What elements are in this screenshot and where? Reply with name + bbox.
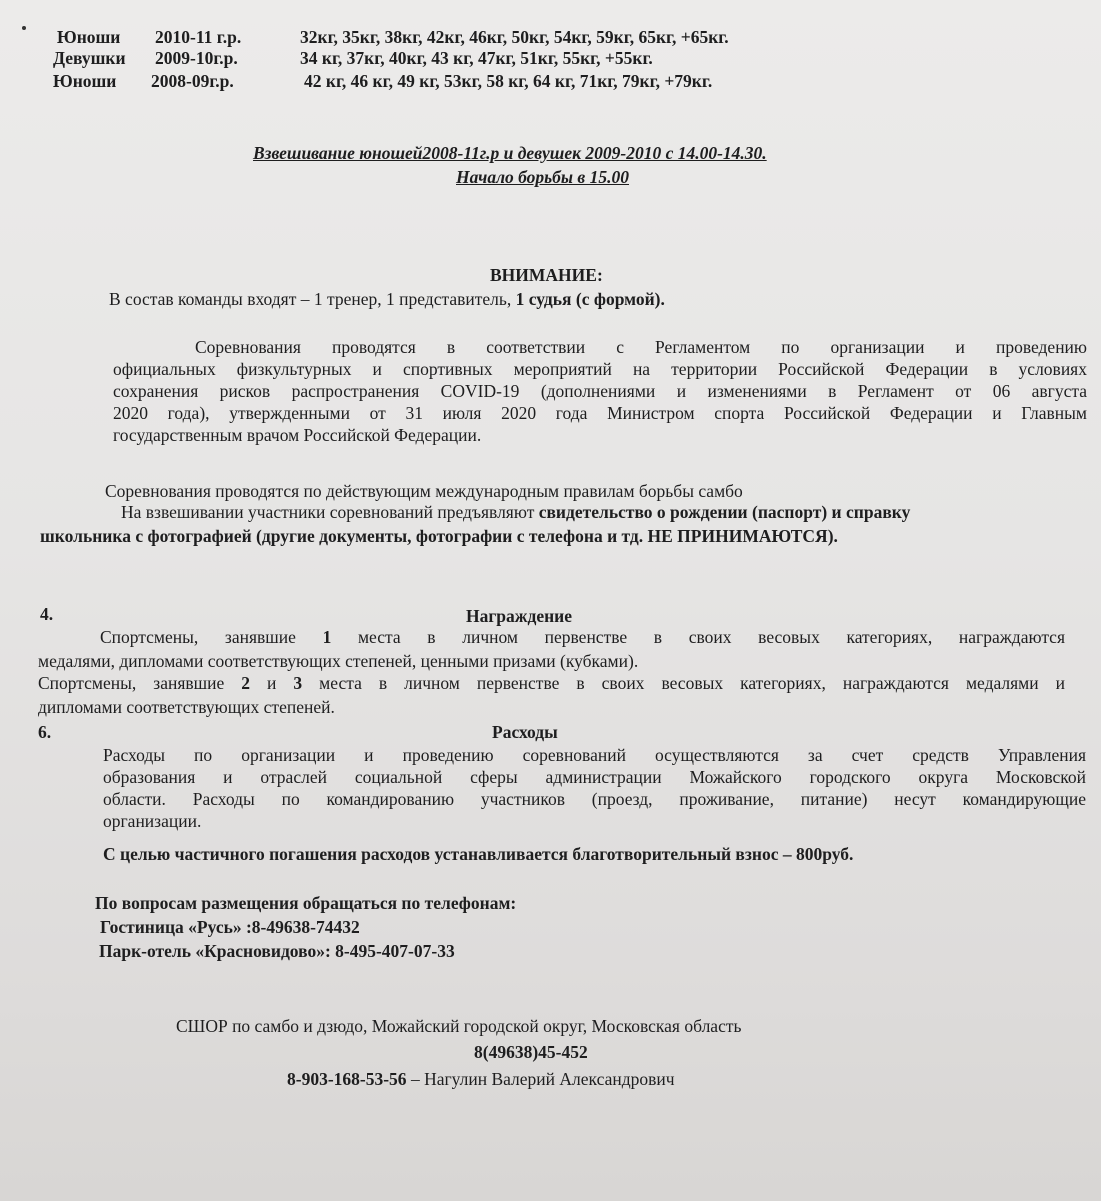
weight-list: 34 кг, 37кг, 40кг, 43 кг, 47кг, 51кг, 55кг, +55кг. [300, 48, 653, 68]
expenses-line: организации. [103, 811, 202, 831]
awards-text: Спортсмены, занявшие [38, 673, 242, 693]
contacts-title: По вопросам размещения обращаться по телефонам: [95, 893, 517, 913]
awards-line-4: дипломами соответствующих степеней. [38, 697, 335, 717]
regulations-line: официальных физкультурных и спортивных мероприятий на территории Российской Федерации в условиях [113, 359, 1087, 379]
weight-years: 2009-10г.р. [155, 48, 238, 68]
weighin-line: Взвешивание юношей2008-11г.р и девушек 2009-2010 с 14.00-14.30. [253, 143, 767, 163]
team-composition [109, 288, 665, 310]
expenses-paragraph [103, 744, 1086, 832]
regulations-paragraph [113, 336, 1087, 446]
contact-person-name: – Нагулин Валерий Александрович [406, 1069, 675, 1089]
fight-start-line: Начало борьбы в 15.00 [456, 167, 629, 187]
weight-group: Юноши [53, 71, 117, 91]
weight-row-2 [53, 47, 653, 69]
team-composition-text: В состав команды входят – 1 тренер, 1 представитель, [109, 289, 516, 309]
awards-text: и [250, 673, 294, 693]
organization-line: СШОР по самбо и дзюдо, Можайский городской округ, Московская область [176, 1016, 742, 1036]
expenses-line: области. Расходы по командированию участников (проезд, проживание, питание) несут командирующие [103, 789, 1086, 809]
bullet-dot [22, 26, 26, 30]
regulations-line: государственным врачом Российской Федерации. [113, 425, 482, 445]
awards-line-3 [38, 672, 1065, 694]
awards-line-3-text [38, 672, 1065, 694]
awards-text: места в личном первенстве в своих весовых категориях, награждаются [331, 627, 1065, 647]
rules-line: Соревнования проводятся по действующим международным правилам борьбы самбо [105, 481, 743, 501]
expenses-line: Расходы по организации и проведению соревнований осуществляются за счет средств Управления [103, 745, 1086, 765]
weight-years: 2008-09г.р. [151, 71, 234, 91]
organization-phone: 8(49638)45-452 [474, 1042, 588, 1062]
regulations-line: Соревнования проводятся в соответствии с Регламентом по организации и проведению [195, 337, 1087, 357]
contact-person-phone: 8-903-168-53-56 [287, 1069, 407, 1089]
weight-group: Девушки [53, 48, 126, 68]
expenses-title: Расходы [492, 722, 558, 742]
awards-line-2: медалями, дипломами соответствующих степеней, ценными призами (кубками). [38, 651, 639, 671]
awards-line-1 [100, 626, 1065, 648]
hotel-rus-contact: Гостиница «Русь» :8-49638-74432 [100, 917, 360, 937]
documents-line [121, 501, 910, 523]
awards-place: 2 [241, 673, 251, 693]
weight-row-3 [53, 70, 712, 92]
contact-person-line [287, 1068, 675, 1090]
awards-place: 3 [293, 673, 303, 693]
attention-title: ВНИМАНИЕ: [490, 265, 603, 285]
awards-title: Награждение [466, 606, 573, 626]
regulations-line: сохранения рисков распространения COVID-19 (дополнениями и изменениями в Регламент от 06 августа [113, 381, 1087, 401]
awards-section-number: 4. [40, 604, 54, 624]
weight-group: Юноши [57, 27, 121, 47]
awards-text: Спортсмены, занявшие [100, 627, 323, 647]
awards-line-1-text [100, 626, 1065, 648]
weight-years: 2010-11 г.р. [155, 27, 242, 47]
expenses-section-number: 6. [38, 722, 52, 742]
weight-row-1 [57, 26, 729, 48]
documents-text: На взвешивании участники соревнований предъявляют [121, 502, 539, 522]
awards-text: места в личном первенстве в своих весовых категориях, награждаются медалями и [302, 673, 1065, 693]
team-judge-text: 1 судья (с формой). [515, 289, 665, 309]
awards-place: 1 [322, 627, 332, 647]
weight-list: 42 кг, 46 кг, 49 кг, 53кг, 58 кг, 64 кг, 71кг, 79кг, +79кг. [304, 71, 713, 91]
hotel-krasnovidovo-contact: Парк-отель «Красновидово»: 8-495-407-07-33 [99, 941, 455, 961]
charity-fee-line: С целью частичного погашения расходов устанавливается благотворительный взнос – 800руб. [103, 844, 854, 864]
regulations-line: 2020 года), утвержденными от 31 июля 2020 года Министром спорта Российской Федерации и Главным [113, 403, 1087, 423]
documents-bold-text: свидетельство о рождении (паспорт) и справку [538, 502, 911, 522]
expenses-line: образования и отраслей социальной сферы администрации Можайского городского округа Московской [103, 767, 1086, 787]
documents-line-2: школьника с фотографией (другие документы, фотографии с телефона и тд. НЕ ПРИНИМАЮТСЯ). [40, 526, 838, 546]
weight-list: 32кг, 35кг, 38кг, 42кг, 46кг, 50кг, 54кг, 59кг, 65кг, +65кг. [300, 27, 729, 47]
